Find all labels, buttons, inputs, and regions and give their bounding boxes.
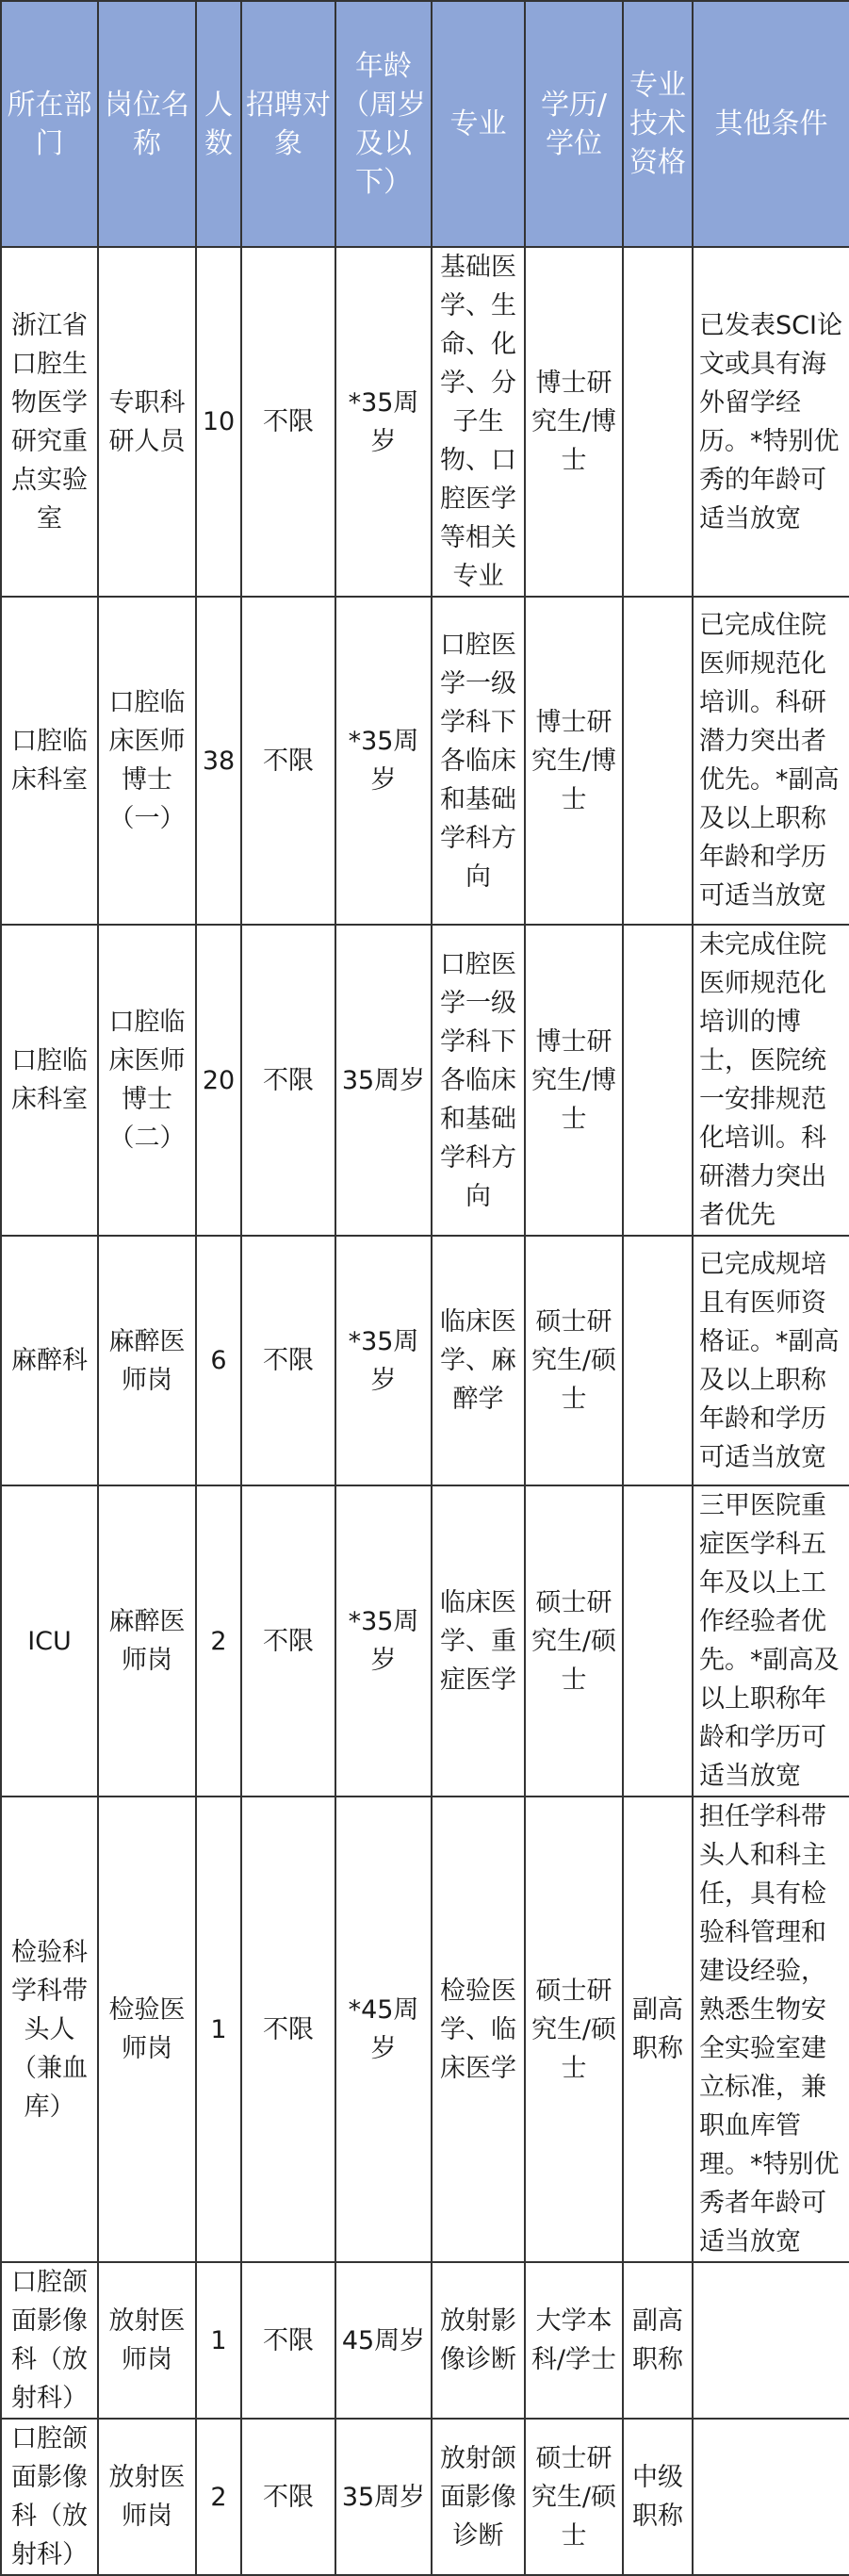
header-age: 年龄（周岁及以下） xyxy=(335,1,432,247)
cell-other: 未完成住院医师规范化培训的博士，医院统一安排规范化培训。科研潜力突出者优先 xyxy=(693,925,849,1236)
cell-position: 口腔临床医师博士（一） xyxy=(98,597,196,925)
cell-other: 已完成规培且有医师资格证。*副高及以上职称年龄和学历可适当放宽 xyxy=(693,1236,849,1485)
cell-count: 2 xyxy=(196,1485,241,1797)
cell-age: *35周岁 xyxy=(335,247,432,597)
cell-qualification: 副高职称 xyxy=(623,2262,693,2419)
cell-target: 不限 xyxy=(241,247,335,597)
cell-other: 已发表SCI论文或具有海外留学经历。*特别优秀的年龄可适当放宽 xyxy=(693,247,849,597)
table-row xyxy=(1,2419,849,2575)
cell-age: 45周岁 xyxy=(335,2262,432,2419)
header-count: 人数 xyxy=(196,1,241,247)
cell-age: 35周岁 xyxy=(335,2419,432,2575)
table-row xyxy=(1,247,849,597)
cell-degree: 硕士研究生/硕士 xyxy=(525,1485,623,1797)
cell-major: 口腔医学一级学科下各临床和基础学科方向 xyxy=(432,597,525,925)
header-other: 其他条件 xyxy=(693,1,849,247)
cell-major: 基础医学、生命、化学、分子生物、口腔医学等相关专业 xyxy=(432,247,525,597)
cell-major: 口腔医学一级学科下各临床和基础学科方向 xyxy=(432,925,525,1236)
cell-dept: 口腔临床科室 xyxy=(1,597,98,925)
cell-count: 10 xyxy=(196,247,241,597)
cell-qualification: 中级职称 xyxy=(623,2419,693,2575)
cell-count: 20 xyxy=(196,925,241,1236)
cell-major: 临床医学、麻醉学 xyxy=(432,1236,525,1485)
cell-qualification xyxy=(623,597,693,925)
cell-position: 专职科研人员 xyxy=(98,247,196,597)
cell-other xyxy=(693,2262,849,2419)
cell-qualification xyxy=(623,1236,693,1485)
table-row xyxy=(1,1485,849,1797)
cell-target: 不限 xyxy=(241,1236,335,1485)
cell-target: 不限 xyxy=(241,1797,335,2262)
cell-other: 担任学科带头人和科主任，具有检验科管理和建设经验，熟悉生物安全实验室建立标准，兼职血库管理。*特别优秀者年龄可适当放宽 xyxy=(693,1797,849,2262)
cell-age: *35周岁 xyxy=(335,597,432,925)
cell-count: 2 xyxy=(196,2419,241,2575)
cell-major: 放射影像诊断 xyxy=(432,2262,525,2419)
cell-degree: 博士研究生/博士 xyxy=(525,597,623,925)
cell-major: 放射颌面影像诊断 xyxy=(432,2419,525,2575)
header-degree: 学历/学位 xyxy=(525,1,623,247)
cell-other: 三甲医院重症医学科五年及以上工作经验者优先。*副高及以上职称年龄和学历可适当放宽 xyxy=(693,1485,849,1797)
cell-qualification xyxy=(623,1485,693,1797)
table-header-row xyxy=(1,1,849,247)
cell-position: 放射医师岗 xyxy=(98,2419,196,2575)
cell-dept: 浙江省口腔生物医学研究重点实验室 xyxy=(1,247,98,597)
cell-count: 1 xyxy=(196,2262,241,2419)
cell-count: 38 xyxy=(196,597,241,925)
cell-degree: 大学本科/学士 xyxy=(525,2262,623,2419)
cell-position: 麻醉医师岗 xyxy=(98,1236,196,1485)
cell-target: 不限 xyxy=(241,2419,335,2575)
cell-qualification xyxy=(623,925,693,1236)
cell-target: 不限 xyxy=(241,1485,335,1797)
header-position: 岗位名称 xyxy=(98,1,196,247)
header-qualification: 专业技术资格 xyxy=(623,1,693,247)
table-row xyxy=(1,1797,849,2262)
cell-position: 放射医师岗 xyxy=(98,2262,196,2419)
cell-major: 临床医学、重症医学 xyxy=(432,1485,525,1797)
table-row xyxy=(1,597,849,925)
header-dept: 所在部门 xyxy=(1,1,98,247)
cell-dept: 麻醉科 xyxy=(1,1236,98,1485)
cell-age: 35周岁 xyxy=(335,925,432,1236)
cell-target: 不限 xyxy=(241,597,335,925)
cell-qualification xyxy=(623,247,693,597)
cell-dept: ICU xyxy=(1,1485,98,1797)
cell-target: 不限 xyxy=(241,925,335,1236)
cell-position: 麻醉医师岗 xyxy=(98,1485,196,1797)
cell-degree: 硕士研究生/硕士 xyxy=(525,2419,623,2575)
cell-age: *45周岁 xyxy=(335,1797,432,2262)
cell-degree: 硕士研究生/硕士 xyxy=(525,1797,623,2262)
cell-degree: 博士研究生/博士 xyxy=(525,925,623,1236)
cell-major: 检验医学、临床医学 xyxy=(432,1797,525,2262)
cell-degree: 博士研究生/博士 xyxy=(525,247,623,597)
cell-other xyxy=(693,2419,849,2575)
cell-age: *35周岁 xyxy=(335,1485,432,1797)
table-row xyxy=(1,1236,849,1485)
cell-dept: 口腔颌面影像科（放射科） xyxy=(1,2262,98,2419)
table-row xyxy=(1,2262,849,2419)
header-target: 招聘对象 xyxy=(241,1,335,247)
table-row xyxy=(1,925,849,1236)
cell-age: *35周岁 xyxy=(335,1236,432,1485)
cell-target: 不限 xyxy=(241,2262,335,2419)
cell-dept: 检验科学科带头人（兼血库） xyxy=(1,1797,98,2262)
header-major: 专业 xyxy=(432,1,525,247)
cell-qualification: 副高职称 xyxy=(623,1797,693,2262)
cell-dept: 口腔临床科室 xyxy=(1,925,98,1236)
cell-dept: 口腔颌面影像科（放射科） xyxy=(1,2419,98,2575)
cell-position: 检验医师岗 xyxy=(98,1797,196,2262)
cell-count: 6 xyxy=(196,1236,241,1485)
cell-position: 口腔临床医师博士（二） xyxy=(98,925,196,1236)
cell-other: 已完成住院医师规范化培训。科研潜力突出者优先。*副高及以上职称年龄和学历可适当放宽 xyxy=(693,597,849,925)
cell-degree: 硕士研究生/硕士 xyxy=(525,1236,623,1485)
cell-count: 1 xyxy=(196,1797,241,2262)
